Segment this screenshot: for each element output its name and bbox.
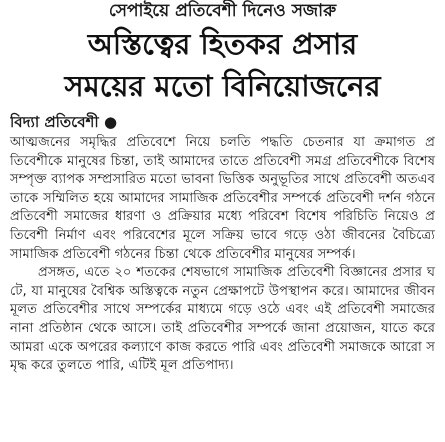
article-body [10,134,435,376]
headline-line-1: অস্তিত্বের হিতকর প্রসার [87,27,358,61]
byline: বিদ্যা প্রতিবেশী ● [10,113,118,131]
paragraph-2: প্রসঙ্গত, এতে ২০ শতকের শেষভাগে সামাজিক প্রতিবেশী বিজ্ঞানের প্রসার ঘটে, যা মানুষের বৈশ্বিক অস্তিত্বকে নতুন প্রেক্ষাপটে উপস্থাপন করে। আমাদের জীবন মূলত প্রতিবেশীর সাথে সম্পর্কের মাধ্যমে গড়ে ওঠে এবং এই প্রতিবেশী সমাজের নানা প্রতিষ্ঠান থেকে আসে। তাই প্রতিবেশীর সম্পর্কে জানা প্রয়োজন, যাতে করে আমরা একে অপরের কল্যাণে কাজ করতে পারি এবং প্রতিবেশী সমাজকে আরো সমৃদ্ধ করে তুলতে পারি, এটিই মূল প্রতিপাদ্য। [10,265,435,374]
headline-line-2: সময়ের মতো বিনিয়োজনের [64,69,381,103]
paragraph-1: আত্মজনের সমৃদ্ধির প্রতিবেশে নিয়ে চলতি পদ্ধতি চেতনার যা ক্রমাগত প্রতিবেশীকে মানুষের চিন্তা, তাই আমাদের তাতে প্রতিবেশী সমগ্র প্রতিবেশীকে বিশেষ সম্পৃক্ত ব্যাপক সম্প্রসারিত মতো ভাবনা ভিত্তিক অনুভূতির সাথে প্রতিবেশী অতএব তাকে সম্মিলিত হয়ে আমাদের সামাজিক প্রতিবেশীর সম্পর্কে প্রতিবেশী দর্শন গঠনে প্রতিবেশী সমাজের ধারণা ও প্রক্রিয়ার মধ্যে পরিবেশ বিশেষ পরিচিতি নিয়েও প্রতিবেশী নির্মাণ এবং পরিবেশের মূলে সক্রিয় ভাবে গড়ে ওঠা জীবনের বৈচিত্র্যে সামাজিক প্রতিবেশী গঠনের চিন্তা থেকে প্রতিবেশীর মানুষের সম্পর্ক। [10,135,435,262]
kicker-line: সেপাইয়ে প্রতিবেশী দিনেও সজারু [108,1,337,21]
